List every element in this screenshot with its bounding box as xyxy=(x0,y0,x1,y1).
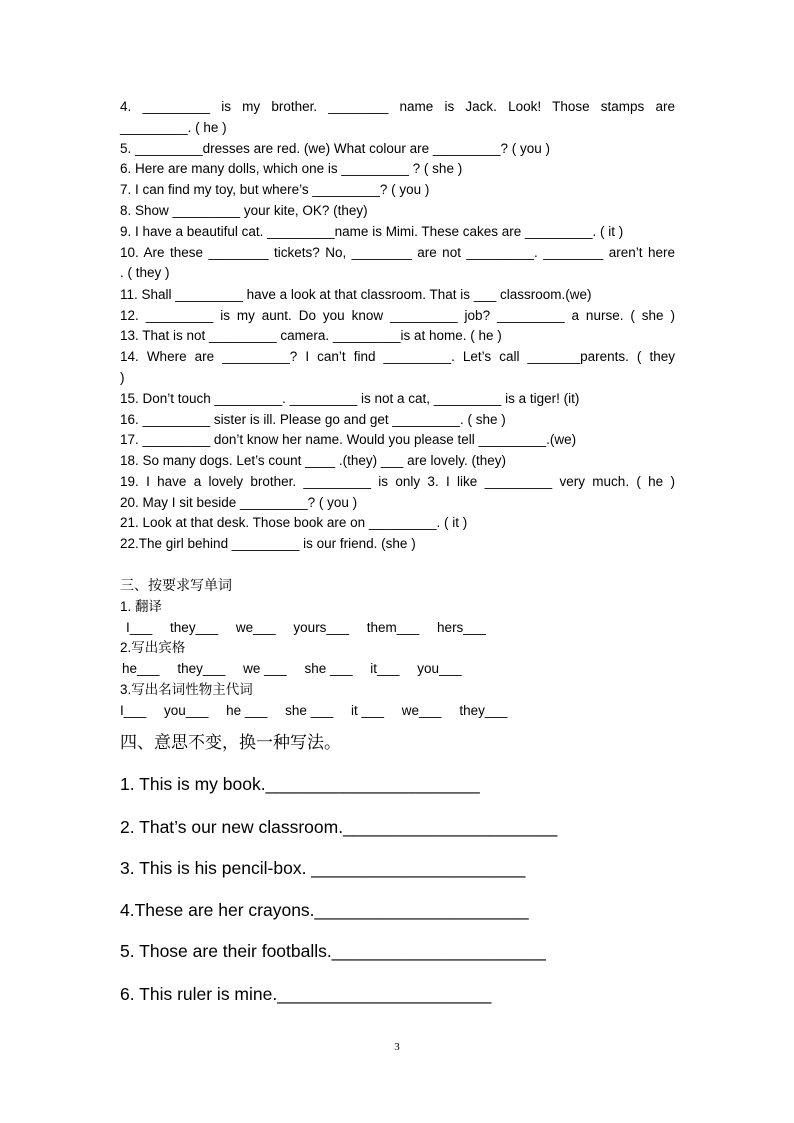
word-blank: they___ xyxy=(459,703,508,718)
exercise-line: 13. That is not _________ camera. _________is at home. ( he ) xyxy=(120,328,502,343)
objective-case-subheading: 2.写出宾格 xyxy=(120,640,186,655)
exercise-line: 22.The girl behind _________ is our friend. (she ) xyxy=(120,536,416,551)
objective-case-word-row xyxy=(122,659,476,679)
exercise-line: 5. _________dresses are red. (we) What colour are _________? ( you ) xyxy=(120,141,551,156)
rewrite-item: 1. This is my book.______________________ xyxy=(120,774,480,794)
word-blank: yours___ xyxy=(293,620,349,635)
translate-word-row xyxy=(126,618,500,638)
word-blank: we___ xyxy=(401,703,442,718)
exercise-line: 6. Here are many dolls, which one is _________ ? ( she ) xyxy=(120,161,463,176)
exercise-line: 18. So many dogs. Let’s count ____ .(they) ___ are lovely. (they) xyxy=(120,453,506,468)
word-blank: she ___ xyxy=(285,703,334,718)
page-number: 3 xyxy=(394,1041,400,1053)
exercise-line: _________. ( he ) xyxy=(120,120,227,135)
exercise-line: 19. I have a lovely brother. _________ is only 3. I like _________ very much. ( he ) xyxy=(120,474,675,489)
exercise-line: 4. _________ is my brother. ________ name is Jack. Look! Those stamps are xyxy=(120,99,675,114)
word-blank: it___ xyxy=(370,661,400,676)
possessive-pronoun-subheading: 3.写出名词性物主代词 xyxy=(120,682,253,697)
exercise-line: 14. Where are _________? I can’t find _________. Let’s call _______parents. ( they xyxy=(120,349,675,364)
exercise-line: 10. Are these ________ tickets? No, ________ are not _________. ________ aren’t here xyxy=(120,245,675,260)
exercise-line: 17. _________ don’t know her name. Would you please tell _________.(we) xyxy=(120,432,577,447)
rewrite-item: 2. That’s our new classroom.______________________ xyxy=(120,817,558,837)
word-blank: he ___ xyxy=(226,703,268,718)
exercise-line: 12. _________ is my aunt. Do you know _________ job? _________ a nurse. ( she ) xyxy=(120,308,675,323)
word-blank: hers___ xyxy=(437,620,486,635)
exercise-line: 7. I can find my toy, but where’s _________? ( you ) xyxy=(120,182,430,197)
word-blank: you___ xyxy=(417,661,462,676)
exercise-line: 15. Don’t touch _________. _________ is not a cat, _________ is a tiger! (it) xyxy=(120,391,580,406)
exercise-line: . ( they ) xyxy=(120,265,170,280)
rewrite-item: 6. This ruler is mine.______________________ xyxy=(120,984,492,1004)
word-blank: you___ xyxy=(164,703,209,718)
section-four-heading: 四、意思不变，换一种写法。 xyxy=(120,733,341,753)
word-blank: I___ xyxy=(126,620,153,635)
word-blank: they___ xyxy=(177,661,226,676)
word-blank: we___ xyxy=(235,620,276,635)
exercise-line: 9. I have a beautiful cat. _________name is Mimi. These cakes are _________. ( it ) xyxy=(120,224,624,239)
exercise-line: 11. Shall _________ have a look at that classroom. That is ___ classroom.(we) xyxy=(120,287,592,302)
word-blank: they___ xyxy=(170,620,219,635)
exercise-line: 21. Look at that desk. Those book are on _________. ( it ) xyxy=(120,515,468,530)
translate-subheading: 1. 翻译 xyxy=(120,599,163,614)
word-blank: them___ xyxy=(366,620,420,635)
rewrite-item: 4.These are her crayons.______________________ xyxy=(120,900,529,920)
section-three-heading: 三、按要求写单词 xyxy=(120,578,232,594)
exercise-line: ) xyxy=(120,370,125,385)
exercise-line: 16. _________ sister is ill. Please go and get _________. ( she ) xyxy=(120,412,506,427)
possessive-pronoun-word-row xyxy=(120,701,521,721)
word-blank: we ___ xyxy=(243,661,287,676)
exercise-line: 8. Show _________ your kite, OK? (they) xyxy=(120,203,368,218)
rewrite-item: 3. This is his pencil-box. ______________________ xyxy=(120,858,526,878)
word-blank: she ___ xyxy=(304,661,353,676)
word-blank: I___ xyxy=(120,703,147,718)
exercise-line: 20. May I sit beside _________? ( you ) xyxy=(120,495,358,510)
word-blank: he___ xyxy=(122,661,160,676)
rewrite-item: 5. Those are their footballs.______________________ xyxy=(120,941,546,961)
word-blank: it ___ xyxy=(350,703,385,718)
